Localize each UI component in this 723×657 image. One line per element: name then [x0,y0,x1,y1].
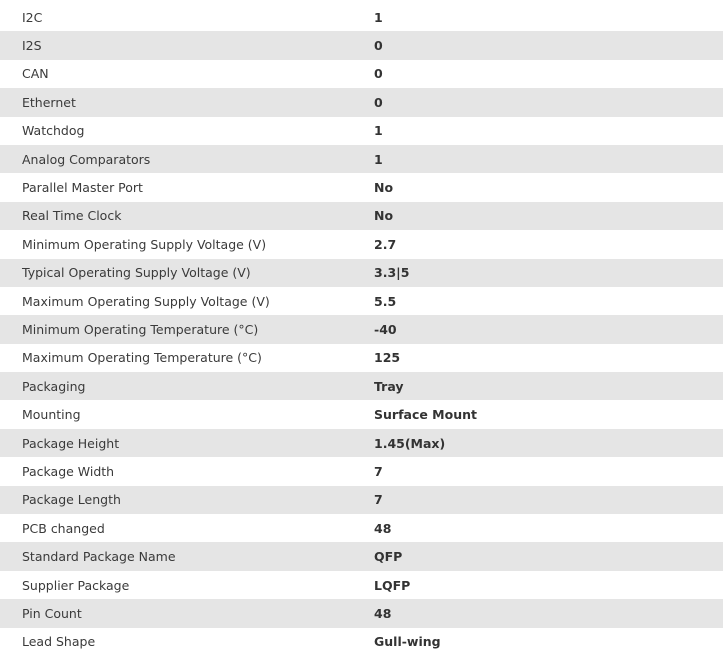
table-row [0,230,723,258]
spec-value: 3.3|5 [374,265,410,281]
spec-name: Maximum Operating Temperature (°C) [22,350,262,366]
spec-value: 7 [374,492,383,508]
table-row [0,486,723,514]
spec-name: I2C [22,9,43,25]
table-row [0,202,723,230]
spec-value: -40 [374,321,397,337]
spec-value: 0 [374,38,383,54]
spec-value: 48 [374,605,392,621]
table-row [0,145,723,173]
table-row [0,400,723,428]
spec-name: CAN [22,66,49,82]
table-row [0,628,723,656]
spec-value: 1 [374,9,383,25]
spec-name: Lead Shape [22,634,96,650]
spec-name: PCB changed [22,520,105,536]
table-row [0,259,723,287]
table-row [0,344,723,372]
spec-value: 2.7 [374,236,397,252]
table-row [0,429,723,457]
spec-value: No [374,180,394,196]
specifications-body [0,3,723,656]
table-row [0,457,723,485]
table-row [0,599,723,627]
spec-value: No [374,208,394,224]
table-row [0,88,723,116]
table-row [0,3,723,31]
spec-name: Typical Operating Supply Voltage (V) [22,265,251,281]
spec-value: Tray [374,378,404,394]
spec-value: 0 [374,66,383,82]
spec-name: Ethernet [22,94,76,110]
spec-name: Parallel Master Port [22,180,143,196]
spec-name: Packaging [22,378,86,394]
spec-value: Surface Mount [374,407,477,423]
spec-name: Minimum Operating Temperature (°C) [22,321,259,337]
spec-name: Standard Package Name [22,549,176,565]
table-row [0,117,723,145]
spec-name: Package Width [22,463,115,479]
spec-value: LQFP [374,577,411,593]
table-row [0,60,723,88]
spec-name: Maximum Operating Supply Voltage (V) [22,293,270,309]
spec-value: 7 [374,463,383,479]
spec-value: 1 [374,151,383,167]
spec-name: Real Time Clock [22,208,122,224]
spec-value: 1 [374,123,383,139]
spec-name: Package Height [22,435,120,451]
spec-value: 0 [374,94,383,110]
spec-value: 48 [374,520,392,536]
spec-value: 125 [374,350,401,366]
spec-name: Mounting [22,407,81,423]
table-row [0,173,723,201]
spec-name: Minimum Operating Supply Voltage (V) [22,236,267,252]
spec-name: I2S [22,38,42,54]
spec-value: QFP [374,549,403,565]
spec-value: Gull-wing [374,634,441,650]
spec-name: Analog Comparators [22,151,151,167]
table-row [0,514,723,542]
table-row [0,542,723,570]
spec-value: 1.45(Max) [374,435,446,451]
table-row [0,571,723,599]
table-row [0,315,723,343]
spec-name: Pin Count [22,605,82,621]
table-row [0,372,723,400]
table-row [0,287,723,315]
spec-name: Supplier Package [22,577,130,593]
spec-name: Package Length [22,492,121,508]
specifications-table [0,3,723,656]
table-row [0,31,723,59]
spec-value: 5.5 [374,293,397,309]
spec-name: Watchdog [22,123,85,139]
